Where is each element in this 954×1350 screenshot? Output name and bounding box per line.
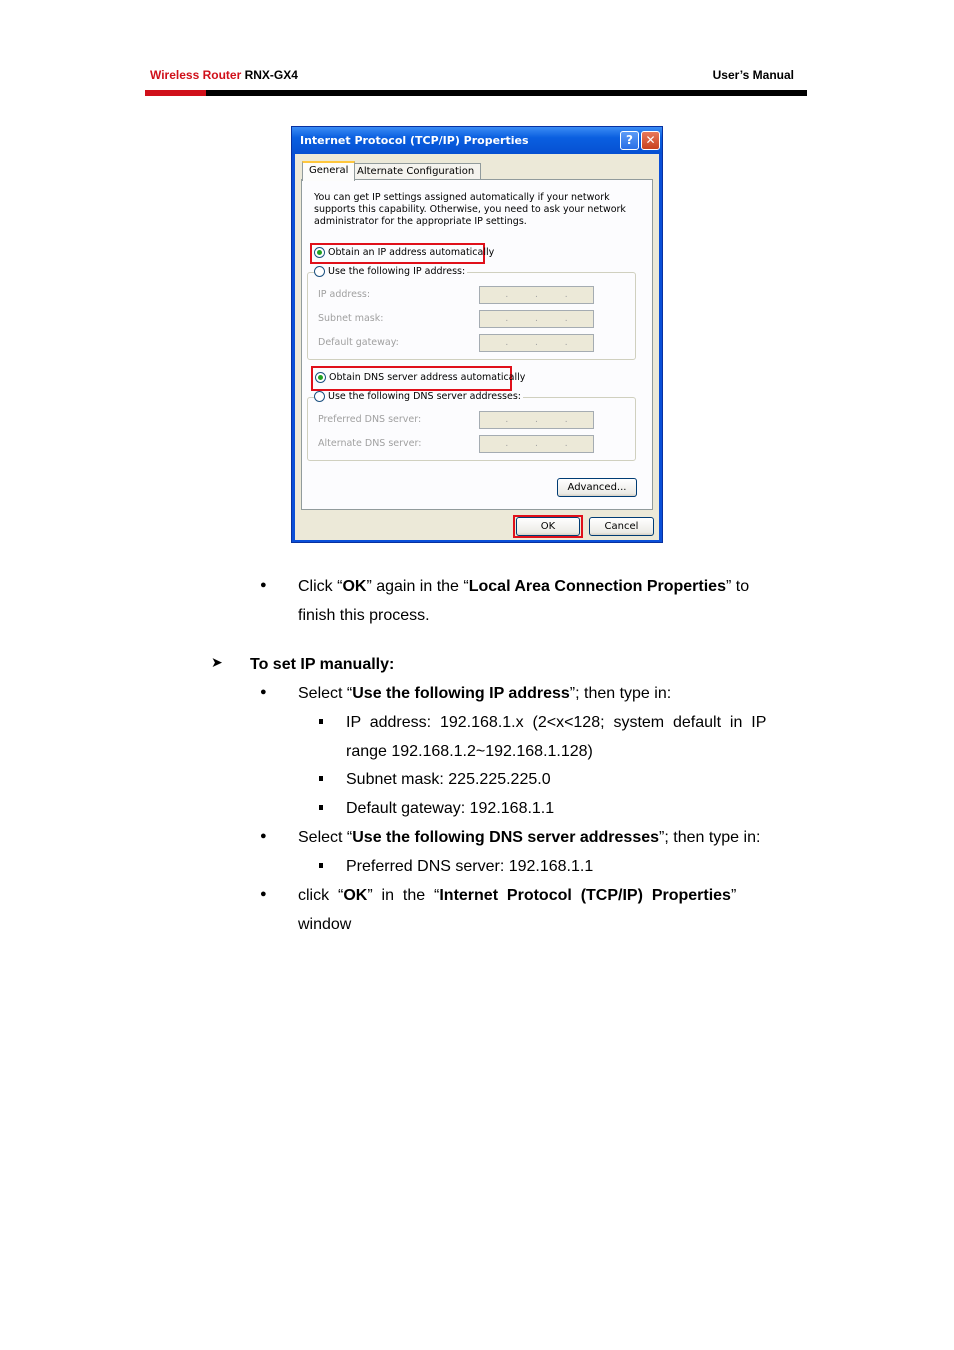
use-following-ip-radio[interactable]: [314, 266, 325, 277]
preferred-dns-instruction: Preferred DNS server: 192.168.1.1: [346, 858, 594, 875]
obtain-ip-auto-radio[interactable]: [314, 247, 325, 258]
ip-address-field[interactable]: . . .: [479, 286, 594, 304]
close-icon: ✕: [645, 133, 656, 147]
bullet-icon: ●: [260, 686, 267, 698]
arrow-icon: ➤: [211, 654, 223, 670]
bullet-icon: ●: [260, 888, 267, 900]
obtain-dns-auto-radio[interactable]: [315, 372, 326, 383]
alternate-dns-label: Alternate DNS server:: [318, 438, 422, 449]
default-gateway-label: Default gateway:: [318, 337, 399, 348]
cancel-button[interactable]: Cancel: [589, 517, 654, 536]
tab-alternate-configuration[interactable]: Alternate Configuration: [350, 163, 481, 181]
step-click-ok-tcpip: click “OK” in the “Internet Protocol (TCP/IP) Properties” window: [298, 887, 737, 933]
general-tab-panel: [301, 179, 653, 510]
close-button[interactable]: [641, 131, 660, 150]
dialog-title: Internet Protocol (TCP/IP) Properties: [300, 134, 529, 147]
square-bullet-icon: [319, 863, 323, 868]
dialog-description: You can get IP settings assigned automatically if your network supports this capability. Otherwise, you need to ask your network administrator for the appropriate IP settings.: [314, 192, 626, 227]
advanced-button[interactable]: Advanced...: [557, 478, 637, 497]
help-icon: ?: [626, 133, 633, 147]
bullet-icon: ●: [260, 579, 267, 591]
dialog-titlebar[interactable]: [292, 127, 662, 154]
step-use-following-dns: Select “Use the following DNS server addresses”; then type in:: [298, 829, 761, 846]
subnet-mask-instruction: Subnet mask: 225.225.225.0: [346, 771, 551, 788]
bullet-icon: ●: [260, 830, 267, 842]
ip-address-instruction: IP address: 192.168.1.x (2<x<128; system default in IP range 192.168.1.2~192.168.1.128): [346, 714, 767, 760]
use-following-dns-option[interactable]: [314, 391, 523, 402]
ok-button[interactable]: OK: [516, 517, 580, 536]
use-following-ip-label: Use the following IP address:: [328, 266, 466, 277]
alternate-dns-field[interactable]: . . .: [479, 435, 594, 453]
header-rule-red: [145, 90, 206, 96]
header-product-name: Wireless Router: [150, 68, 242, 82]
preferred-dns-field[interactable]: . . .: [479, 411, 594, 429]
tcpip-properties-dialog: [291, 126, 663, 543]
header-model: RNX-GX4: [241, 68, 298, 82]
default-gateway-instruction: Default gateway: 192.168.1.1: [346, 800, 555, 817]
use-following-dns-label: Use the following DNS server addresses:: [328, 391, 521, 402]
use-following-ip-option[interactable]: [314, 266, 467, 277]
header-manual-title: User’s Manual: [712, 68, 794, 82]
subnet-mask-label: Subnet mask:: [318, 313, 384, 324]
step-click-ok-lacp: Click “OK” again in the “Local Area Connection Properties” to finish this process.: [298, 578, 750, 624]
manual-ip-heading: To set IP manually:: [250, 656, 395, 673]
obtain-ip-auto-option[interactable]: [314, 247, 494, 258]
header-product: [150, 68, 298, 82]
header-rule-black: [206, 90, 807, 96]
ip-address-label: IP address:: [318, 289, 371, 300]
obtain-dns-auto-option[interactable]: [315, 372, 525, 383]
square-bullet-icon: [319, 719, 323, 724]
subnet-mask-field[interactable]: . . .: [479, 310, 594, 328]
default-gateway-field[interactable]: . . .: [479, 334, 594, 352]
obtain-dns-auto-label: Obtain DNS server address automatically: [329, 372, 526, 383]
square-bullet-icon: [319, 776, 323, 781]
obtain-ip-auto-label: Obtain an IP address automatically: [328, 247, 495, 258]
use-following-dns-radio[interactable]: [314, 391, 325, 402]
preferred-dns-label: Preferred DNS server:: [318, 414, 422, 425]
step-use-following-ip: Select “Use the following IP address”; then type in:: [298, 685, 672, 702]
dialog-client: [295, 154, 659, 540]
help-button[interactable]: [620, 131, 639, 150]
tab-general[interactable]: General: [302, 161, 355, 181]
square-bullet-icon: [319, 805, 323, 810]
